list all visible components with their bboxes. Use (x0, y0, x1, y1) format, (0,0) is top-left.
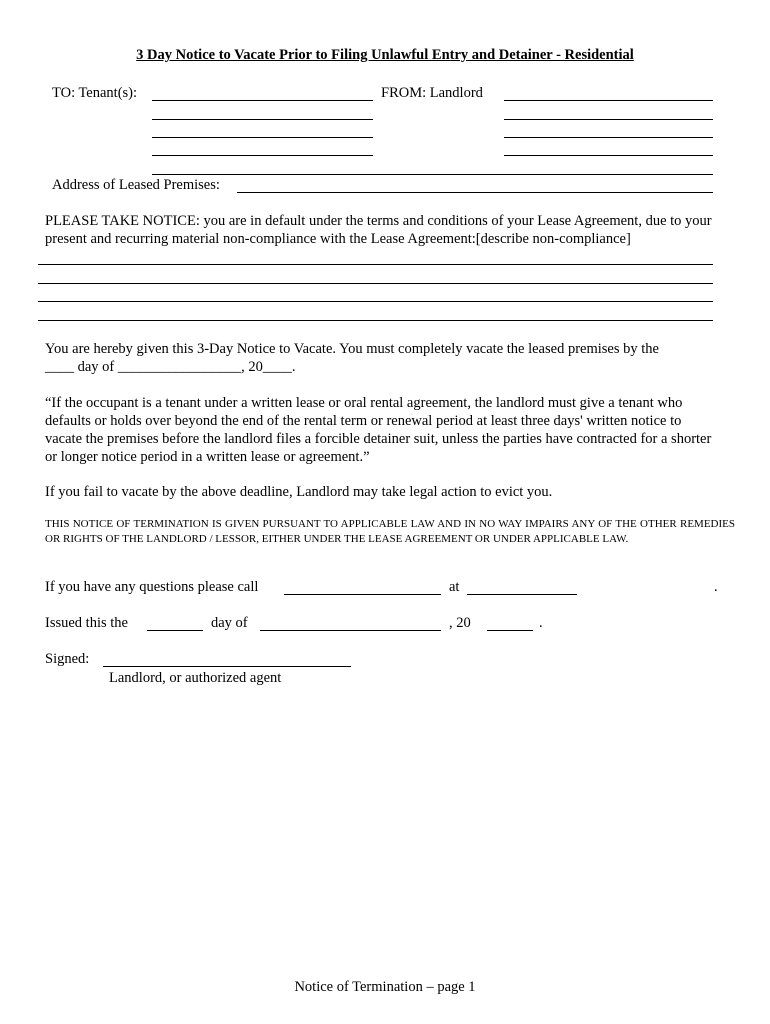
tenant-name-line-1[interactable] (152, 100, 373, 101)
contact-name-line[interactable] (284, 594, 441, 595)
legal-paragraph: THIS NOTICE OF TERMINATION IS GIVEN PURSUANT TO APPLICABLE LAW AND IN NO WAY IMPAIRS ANY OF THE OTHER REMEDIES OR RIGHTS OF THE LANDLORD / LESSOR, EITHER UNDER THE LEASE AGREEMENT OR UNDER APPLICABLE LAW. (45, 518, 735, 545)
year-label: , 20 (449, 615, 471, 631)
vacate-line-1: You are hereby given this 3-Day Notice to Vacate. You must completely vacate the leased premises by the (45, 341, 659, 357)
non-compliance-line-4[interactable] (38, 320, 713, 321)
issued-month-line[interactable] (260, 630, 441, 631)
tenant-name-line-3[interactable] (152, 137, 373, 138)
tenant-name-line-4[interactable] (152, 155, 373, 156)
day-of-label: day of (211, 615, 248, 631)
quote-paragraph: “If the occupant is a tenant under a written lease or oral rental agreement, the landlord must give a tenant who defaults or holds over beyond the end of the rental term or renewal period at least three days' written notice to vacate the premises before the landlord files a forcible detainer suit, unless the parties have contracted for a shorter or longer notice period in a written lease or agreement.” (45, 395, 712, 465)
signer-caption: Landlord, or authorized agent (109, 670, 282, 686)
non-compliance-line-3[interactable] (38, 301, 713, 302)
contact-phone-line[interactable] (467, 594, 577, 595)
landlord-name-line-1[interactable] (504, 100, 713, 101)
non-compliance-line-1[interactable] (38, 264, 713, 265)
tenant-name-line-2[interactable] (152, 119, 373, 120)
issued-day-line[interactable] (147, 630, 203, 631)
address-line[interactable] (237, 192, 713, 193)
landlord-name-line-2[interactable] (504, 119, 713, 120)
address-label: Address of Leased Premises: (52, 177, 220, 193)
vacate-line-2: ____ day of _________________, 20____. (45, 359, 296, 375)
tenant-label: TO: Tenant(s): (52, 85, 138, 101)
extra-party-line[interactable] (152, 174, 713, 175)
landlord-label: FROM: Landlord (381, 85, 483, 101)
fail-paragraph: If you fail to vacate by the above deadline, Landlord may take legal action to evict you. (45, 484, 553, 500)
landlord-name-line-3[interactable] (504, 137, 713, 138)
signature-line[interactable] (103, 666, 351, 667)
questions-label: If you have any questions please call (45, 579, 259, 595)
signed-label: Signed: (45, 651, 90, 667)
questions-period: . (714, 579, 718, 595)
issued-period: . (539, 615, 543, 631)
issued-year-line[interactable] (487, 630, 533, 631)
at-label: at (449, 579, 460, 595)
page-footer: Notice of Termination – page 1 (294, 979, 476, 995)
notice-paragraph: PLEASE TAKE NOTICE: you are in default under the terms and conditions of your Lease Agreement, due to your present and recurring material non-compliance with the Lease Agreement:[describe non-compliance] (45, 213, 712, 247)
landlord-name-line-4[interactable] (504, 155, 713, 156)
non-compliance-line-2[interactable] (38, 283, 713, 284)
issued-label: Issued this the (45, 615, 128, 631)
document-title: 3 Day Notice to Vacate Prior to Filing Unlawful Entry and Detainer - Residential (136, 47, 634, 63)
